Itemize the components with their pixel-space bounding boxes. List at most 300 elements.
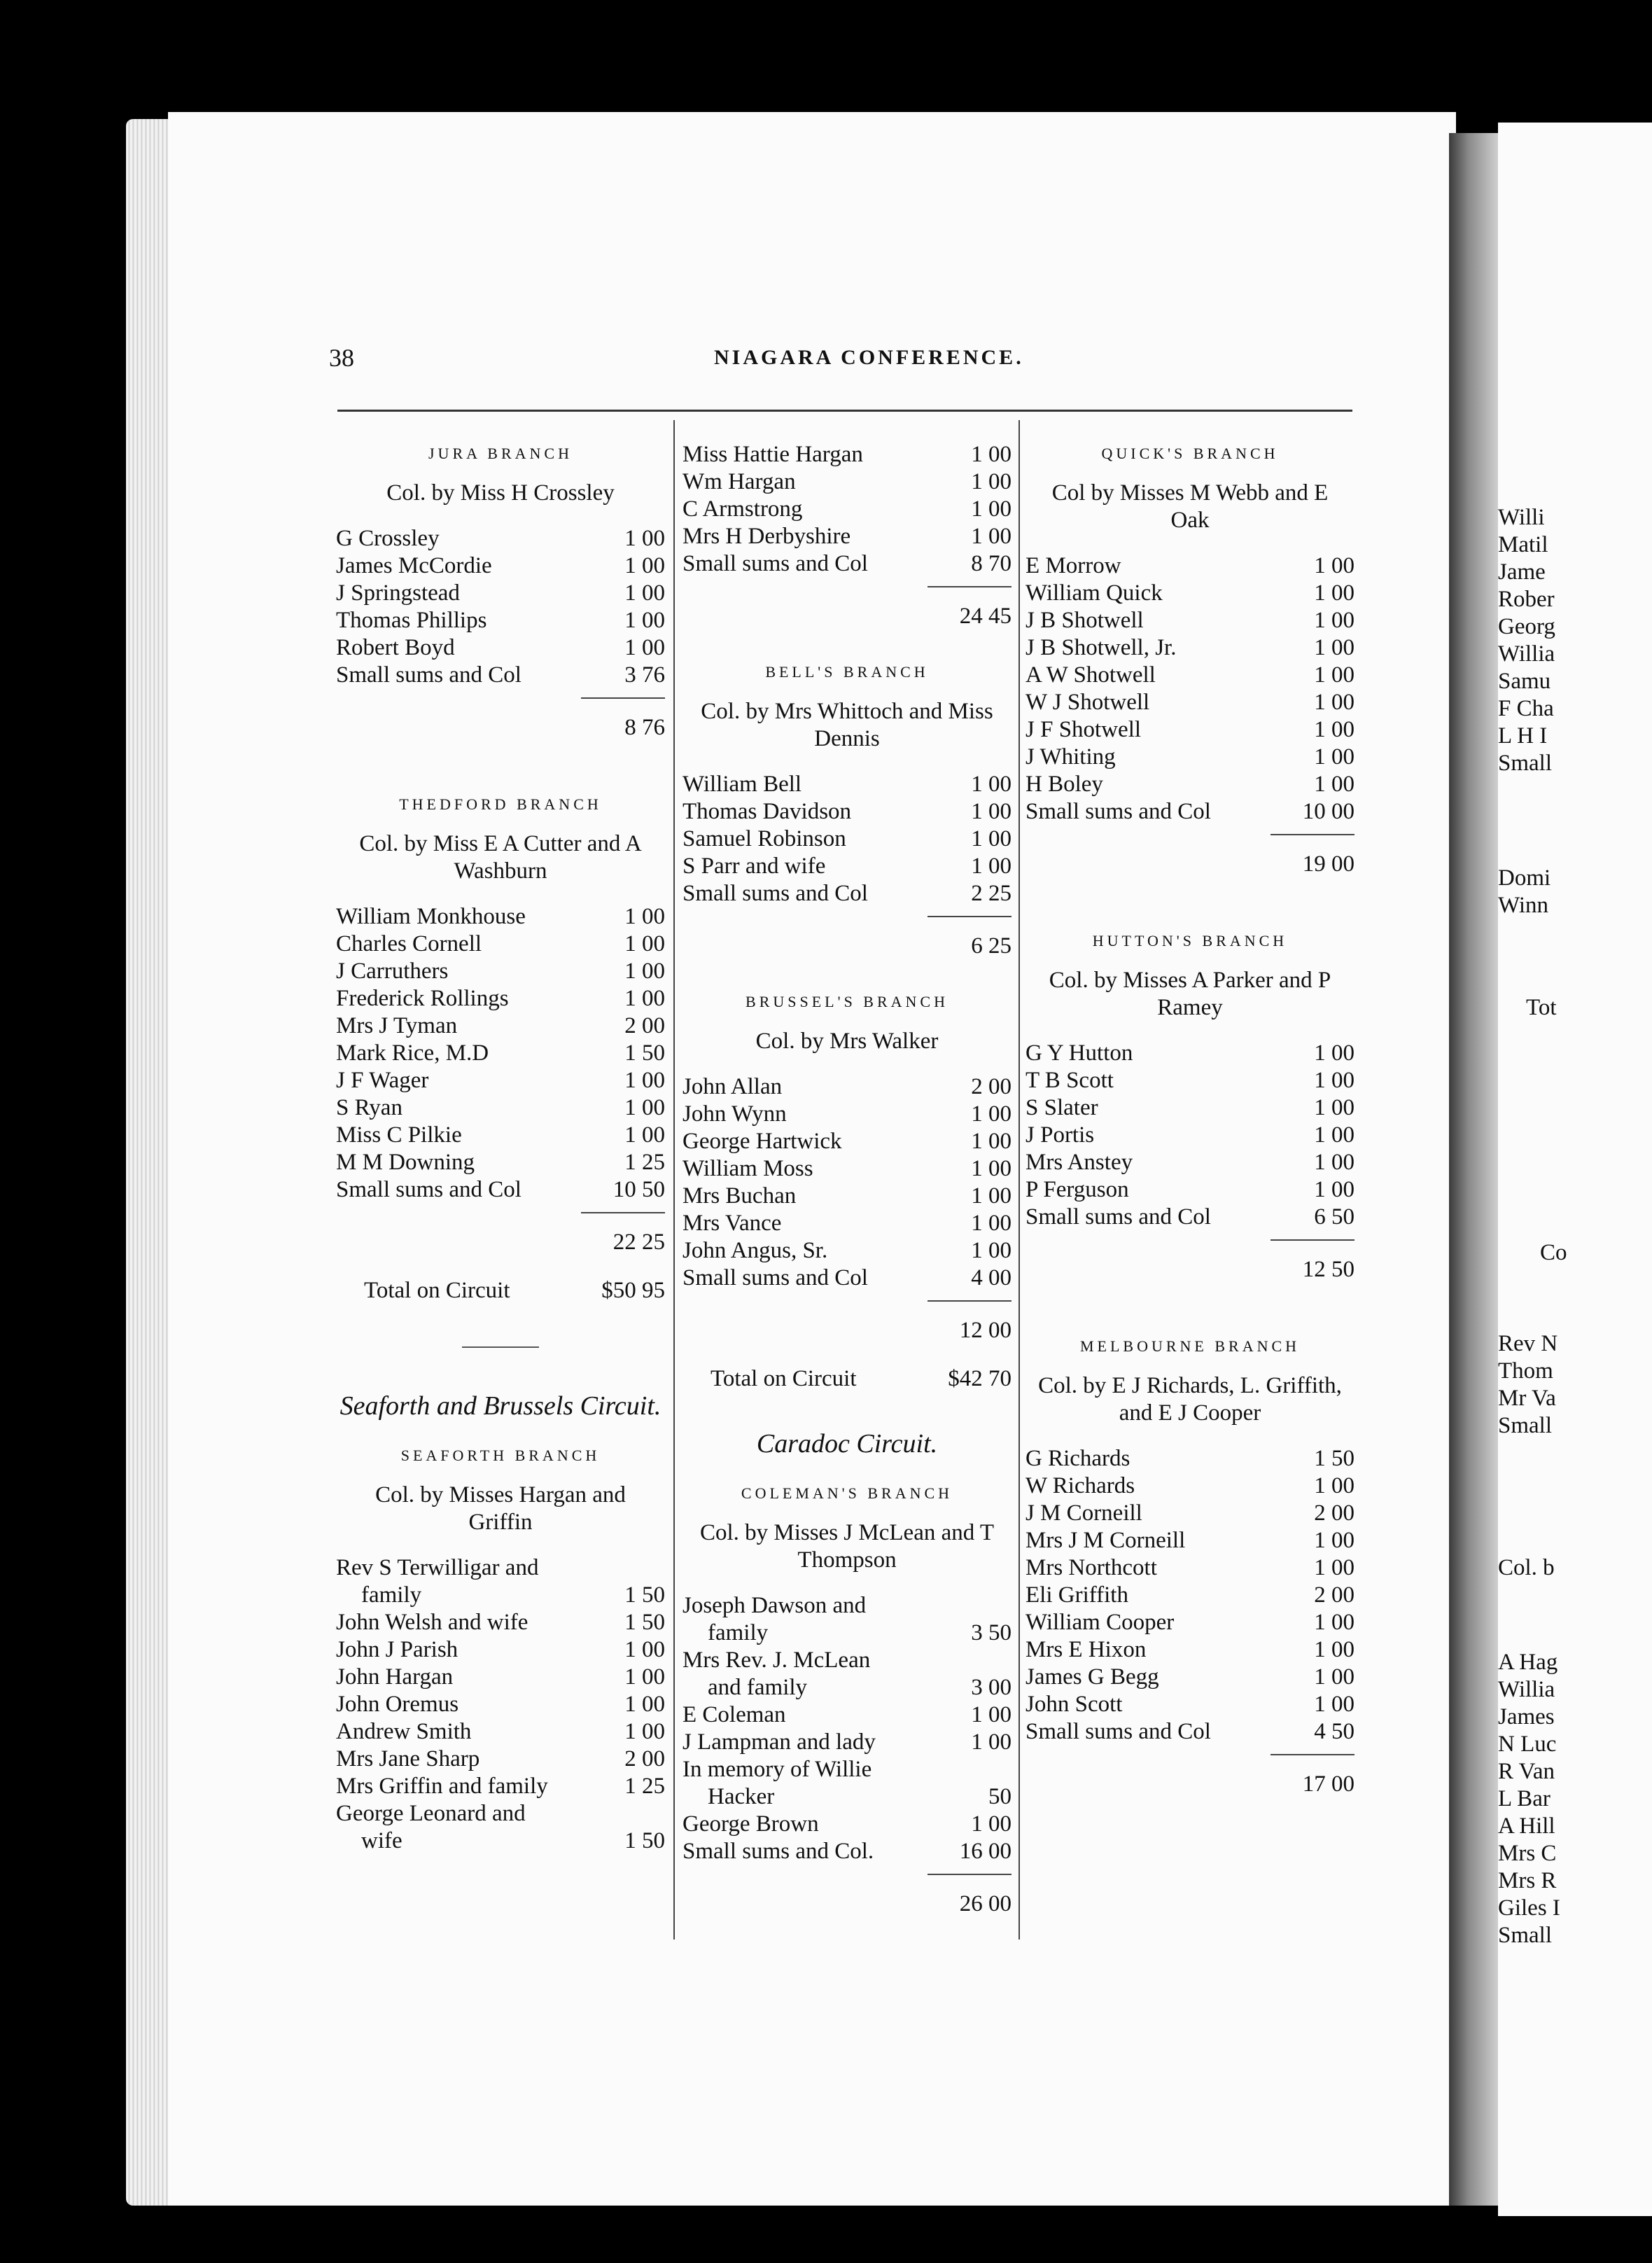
subtotal: 17 00 <box>1270 1754 1354 1798</box>
collector-line: Col. by Mrs Whittoch and Miss Dennis <box>701 699 993 751</box>
donor-row <box>336 1554 665 1582</box>
donor-amount: 1 00 <box>1314 1664 1354 1690</box>
donor-name: Joseph Dawson and <box>682 1593 867 1618</box>
donor-amount: 1 00 <box>971 469 1011 494</box>
donor-row <box>1026 580 1354 607</box>
donor-name: Mrs H Derbyshire <box>682 524 851 549</box>
seaforth-list <box>336 1554 665 1855</box>
donor-amount: 1 00 <box>971 1129 1011 1154</box>
donor-amount: 1 00 <box>624 1719 665 1744</box>
subtotal-row <box>682 916 1011 960</box>
donor-amount: 1 00 <box>1314 1637 1354 1662</box>
donor-amount: 1 00 <box>971 442 1011 467</box>
donor-name: Frederick Rollings <box>336 986 509 1011</box>
circuit-total-row <box>682 1365 1011 1393</box>
donor-name: James McCordie <box>336 553 492 578</box>
branch-title-bells: BELL'S BRANCH <box>765 663 929 681</box>
donor-name: P Ferguson <box>1026 1177 1129 1202</box>
donor-row <box>336 1609 665 1636</box>
subtotal: 8 76 <box>581 697 665 741</box>
donor-amount: 2 00 <box>624 1746 665 1771</box>
donor-amount: 1 00 <box>1314 1555 1354 1580</box>
donor-row <box>336 634 665 662</box>
donor-amount: 1 00 <box>1314 772 1354 797</box>
donor-amount: 1 00 <box>971 1101 1011 1127</box>
donor-row <box>336 1800 665 1827</box>
circuit-total-row <box>336 1277 665 1304</box>
donor-amount: 50 <box>988 1784 1011 1809</box>
donor-amount <box>943 1592 1011 1620</box>
donor-row <box>682 1183 1011 1210</box>
donor-amount: 1 00 <box>971 1238 1011 1263</box>
subtotal-row <box>682 1874 1011 1918</box>
column-divider-2 <box>1018 420 1020 1940</box>
donor-row <box>1026 1472 1354 1500</box>
donor-amount: 16 00 <box>959 1839 1011 1864</box>
donor-amount: 1 00 <box>1314 1177 1354 1202</box>
donor-amount: 1 00 <box>1314 1150 1354 1175</box>
donor-row <box>1026 744 1354 771</box>
donor-row <box>336 1040 665 1067</box>
quicks-list <box>1026 552 1354 826</box>
donor-row <box>1026 1582 1354 1609</box>
column-2 <box>682 441 1011 1918</box>
column-3 <box>1026 420 1354 1798</box>
collector-line: Col. by Misses A Parker and P Ramey <box>1049 968 1331 1020</box>
donor-name: W J Shotwell <box>1026 690 1150 715</box>
donor-row <box>336 1149 665 1176</box>
donor-row <box>682 1073 1011 1101</box>
donor-name: Wm Hargan <box>682 469 796 494</box>
circuit-title: Caradoc Circuit. <box>756 1429 938 1458</box>
running-head: NIAGARA CONFERENCE. <box>714 346 1024 369</box>
donor-row <box>682 1838 1011 1865</box>
donor-name: J B Shotwell, Jr. <box>1026 635 1177 660</box>
donor-row <box>336 985 665 1012</box>
donor-name: John J Parish <box>336 1637 458 1662</box>
donor-row <box>1026 1636 1354 1664</box>
branch-title-seaforth: SEAFORTH BRANCH <box>400 1447 601 1464</box>
donor-name: T B Scott <box>1026 1068 1114 1093</box>
donor-row <box>336 607 665 634</box>
donor-amount: 1 00 <box>1314 1692 1354 1717</box>
donor-row <box>1026 662 1354 689</box>
donor-amount: 1 00 <box>971 496 1011 522</box>
donor-name: W Richards <box>1026 1473 1135 1498</box>
donor-name: Mrs J Tyman <box>336 1013 458 1038</box>
donor-amount: 1 00 <box>624 1692 665 1717</box>
donor-amount: 1 00 <box>1314 553 1354 578</box>
subtotal: 26 00 <box>927 1874 1011 1918</box>
donor-name: Mrs E Hixon <box>1026 1637 1147 1662</box>
header-rule <box>337 410 1352 412</box>
donor-name: J Springstead <box>336 580 460 606</box>
donor-row <box>682 1701 1011 1729</box>
collector-line: Col by Misses M Webb and E Oak <box>1051 480 1329 533</box>
donor-amount: 1 00 <box>624 553 665 578</box>
donor-row <box>336 1718 665 1746</box>
donor-row <box>682 1756 1011 1783</box>
donor-row <box>682 1210 1011 1237</box>
donor-name: family <box>708 1620 769 1645</box>
donor-row <box>682 1729 1011 1756</box>
subtotal-row <box>682 586 1011 630</box>
donor-amount: 1 00 <box>624 580 665 606</box>
donor-row <box>1026 1204 1354 1231</box>
page-number: 38 <box>329 344 354 372</box>
donor-row <box>336 1094 665 1122</box>
donor-name: S Parr and wife <box>682 854 826 879</box>
branch-title-colemans: COLEMAN'S BRANCH <box>741 1484 953 1502</box>
total-amount: $50 95 <box>601 1278 665 1303</box>
donor-name: H Boley <box>1026 772 1103 797</box>
donor-name: Samuel Robinson <box>682 826 846 851</box>
donor-name: Andrew Smith <box>336 1719 472 1744</box>
total-amount: $42 70 <box>948 1366 1011 1391</box>
donor-amount: 1 00 <box>1314 717 1354 742</box>
donor-name: Small sums and Col <box>682 551 868 576</box>
donor-name: William Monkhouse <box>336 904 526 929</box>
donor-row <box>336 1827 665 1855</box>
donor-name: William Bell <box>682 772 802 797</box>
donor-row <box>336 580 665 607</box>
donor-amount: 10 50 <box>612 1177 665 1202</box>
donor-row <box>1026 716 1354 744</box>
circuit-title: Seaforth and Brussels Circuit. <box>340 1391 662 1421</box>
donor-name: M M Downing <box>336 1150 475 1175</box>
donor-name: Small sums and Col <box>682 1265 868 1290</box>
donor-name: G Y Hutton <box>1026 1040 1133 1066</box>
donor-row <box>682 441 1011 468</box>
donor-row <box>1026 1718 1354 1746</box>
subtotal-row <box>1026 1239 1354 1283</box>
donor-row <box>1026 1122 1354 1149</box>
donor-amount: 1 00 <box>1314 1610 1354 1635</box>
donor-name: Miss C Pilkie <box>336 1122 462 1148</box>
donor-row <box>336 931 665 958</box>
collector-line: Col. by Misses J McLean and T Thompson <box>699 1520 995 1573</box>
donor-name: William Moss <box>682 1156 813 1181</box>
donor-row <box>1026 798 1354 826</box>
donor-name: wife <box>361 1828 402 1853</box>
next-page-fragment <box>1498 123 1652 2216</box>
donor-row <box>682 1101 1011 1128</box>
next-page-lines-a: Willi Matil Jame Rober Georg Willia Samu F Cha L H I Small <box>1498 505 1555 776</box>
donor-amount <box>596 1800 665 1827</box>
donor-name: Small sums and Col <box>1026 1719 1211 1744</box>
donor-amount: 1 00 <box>971 1729 1011 1755</box>
donor-row <box>1026 1176 1354 1204</box>
huttons-list <box>1026 1040 1354 1231</box>
donor-amount: 1 25 <box>624 1150 665 1175</box>
column-divider-1 <box>673 420 675 1940</box>
donor-name: Small sums and Col <box>682 881 868 906</box>
donor-row <box>1026 1554 1354 1582</box>
donor-amount <box>943 1756 1011 1783</box>
donor-name: J Lampman and lady <box>682 1729 876 1755</box>
donor-amount: 8 70 <box>971 551 1011 576</box>
subtotal-row <box>336 1212 665 1256</box>
donor-name: Thomas Davidson <box>682 799 852 824</box>
donor-name: and family <box>708 1675 808 1700</box>
donor-amount: 1 00 <box>1314 635 1354 660</box>
donor-name: Hacker <box>708 1784 775 1809</box>
donor-amount: 1 00 <box>1314 690 1354 715</box>
donor-row <box>682 1592 1011 1620</box>
donor-name: Charles Cornell <box>336 931 482 956</box>
donor-name: John Welsh and wife <box>336 1610 528 1635</box>
donor-name: George Hartwick <box>682 1129 842 1154</box>
donor-name: John Oremus <box>336 1692 459 1717</box>
donor-amount: 1 00 <box>971 826 1011 851</box>
donor-row <box>336 1664 665 1691</box>
donor-amount: 1 00 <box>971 1702 1011 1727</box>
donor-name: E Coleman <box>682 1702 786 1727</box>
donor-name: G Richards <box>1026 1446 1130 1471</box>
donor-amount: 1 00 <box>624 1122 665 1148</box>
donor-amount: 10 00 <box>1302 799 1354 824</box>
donor-amount: 1 00 <box>971 1183 1011 1209</box>
continued-list <box>682 441 1011 578</box>
subtotal-row <box>1026 1754 1354 1798</box>
next-page-col: Co <box>1540 1240 1567 1265</box>
donor-name: J F Shotwell <box>1026 717 1142 742</box>
donor-name: Thomas Phillips <box>336 608 487 633</box>
donor-name: E Morrow <box>1026 553 1121 578</box>
donor-name: George Brown <box>682 1811 819 1837</box>
donor-amount: 4 50 <box>1314 1719 1354 1744</box>
donor-amount: 1 00 <box>624 1664 665 1690</box>
bells-list <box>682 771 1011 907</box>
donor-row <box>682 1237 1011 1265</box>
donor-amount: 1 00 <box>624 1068 665 1093</box>
donor-row <box>1026 1500 1354 1527</box>
donor-row <box>336 1582 665 1609</box>
donor-amount: 1 00 <box>971 772 1011 797</box>
total-label: Total on Circuit <box>364 1278 510 1303</box>
donor-amount: 2 00 <box>971 1074 1011 1099</box>
donor-amount: 6 50 <box>1314 1204 1354 1230</box>
donor-name: James G Begg <box>1026 1664 1159 1690</box>
donor-name: Small sums and Col <box>1026 799 1211 824</box>
donor-name: A W Shotwell <box>1026 662 1156 688</box>
donor-amount: 1 00 <box>971 524 1011 549</box>
donor-name: George Leonard and <box>336 1801 526 1826</box>
donor-row <box>1026 1691 1354 1718</box>
donor-amount: 1 00 <box>971 1811 1011 1837</box>
section-separator <box>462 1346 539 1348</box>
donor-row <box>682 1811 1011 1838</box>
column-1 <box>336 420 665 1855</box>
subtotal: 22 25 <box>581 1212 665 1256</box>
next-page-total: Tot <box>1526 995 1557 1020</box>
donor-row <box>682 826 1011 853</box>
donor-row <box>1026 689 1354 716</box>
melbourne-list <box>1026 1445 1354 1746</box>
donor-name: Mrs Rev. J. McLean <box>682 1648 871 1673</box>
donor-amount: 1 00 <box>1314 1040 1354 1066</box>
donor-name: Mrs Jane Sharp <box>336 1746 480 1771</box>
donor-amount: 1 00 <box>1314 1068 1354 1093</box>
donor-amount: 3 50 <box>971 1620 1011 1645</box>
donor-amount: 1 00 <box>624 904 665 929</box>
donor-row <box>336 1691 665 1718</box>
donor-name: Mrs Buchan <box>682 1183 797 1209</box>
collector-line: Col. by Miss H Crossley <box>386 480 615 506</box>
donor-amount: 1 00 <box>1314 1122 1354 1148</box>
donor-row <box>336 1176 665 1204</box>
donor-amount: 3 76 <box>624 662 665 688</box>
donor-amount: 1 50 <box>1314 1446 1354 1471</box>
donor-row <box>682 1265 1011 1292</box>
donor-amount: 1 00 <box>1314 1528 1354 1553</box>
page-header <box>329 336 1358 378</box>
donor-row <box>1026 552 1354 580</box>
donor-amount: 1 00 <box>971 854 1011 879</box>
donor-name: William Cooper <box>1026 1610 1175 1635</box>
donor-row <box>336 552 665 580</box>
donor-row <box>1026 1067 1354 1094</box>
donor-row <box>682 523 1011 550</box>
donor-amount: 1 00 <box>624 635 665 660</box>
donor-amount <box>596 1554 665 1582</box>
next-page-lines-b: Domi Winn <box>1498 865 1551 918</box>
donor-row <box>336 525 665 552</box>
donor-amount: 1 00 <box>624 1637 665 1662</box>
donor-name: Small sums and Col <box>336 1177 522 1202</box>
branch-title-melbourne: MELBOURNE BRANCH <box>1079 1337 1301 1355</box>
donor-amount: 1 50 <box>624 1828 665 1853</box>
donor-amount: 1 50 <box>624 1040 665 1066</box>
donor-amount: 3 00 <box>971 1675 1011 1700</box>
subtotal: 19 00 <box>1270 834 1354 878</box>
donor-row <box>682 496 1011 523</box>
donor-name: Rev S Terwilligar and <box>336 1555 539 1580</box>
donor-row <box>1026 1527 1354 1554</box>
donor-name: J M Corneill <box>1026 1500 1142 1526</box>
donor-amount: 1 00 <box>1314 1473 1354 1498</box>
collector-line: Col. by Miss E A Cutter and A Washburn <box>359 831 642 884</box>
subtotal: 12 50 <box>1270 1239 1354 1283</box>
donor-name: John Angus, Sr. <box>682 1238 828 1263</box>
branch-title-brussels: BRUSSEL'S BRANCH <box>746 993 948 1010</box>
donor-row <box>336 1773 665 1800</box>
donor-name: Mrs Anstey <box>1026 1150 1133 1175</box>
donor-row <box>1026 1149 1354 1176</box>
donor-amount: 1 50 <box>624 1610 665 1635</box>
donor-amount: 1 00 <box>624 986 665 1011</box>
donor-name: Small sums and Col <box>336 662 522 688</box>
donor-amount: 1 50 <box>624 1582 665 1608</box>
collector-line: Col. by Mrs Walker <box>755 1029 939 1054</box>
donor-amount: 1 00 <box>971 799 1011 824</box>
donor-row <box>1026 1664 1354 1691</box>
donor-amount: 1 00 <box>1314 662 1354 688</box>
donor-row <box>682 798 1011 826</box>
donor-row <box>682 1647 1011 1674</box>
donor-name: Robert Boyd <box>336 635 455 660</box>
donor-amount: 1 00 <box>624 526 665 551</box>
donor-name: Mrs Vance <box>682 1211 782 1236</box>
donor-amount: 1 00 <box>624 608 665 633</box>
donor-row <box>682 1155 1011 1183</box>
donor-amount: 1 00 <box>1314 580 1354 606</box>
donor-row <box>682 1674 1011 1701</box>
donor-row <box>682 880 1011 907</box>
donor-name: John Allan <box>682 1074 783 1099</box>
donor-name: John Hargan <box>336 1664 454 1690</box>
donor-amount: 2 00 <box>1314 1500 1354 1526</box>
subtotal: 12 00 <box>927 1300 1011 1344</box>
donor-amount: 2 00 <box>624 1013 665 1038</box>
donor-row <box>682 771 1011 798</box>
subtotal-row <box>336 697 665 741</box>
donor-amount: 4 00 <box>971 1265 1011 1290</box>
donor-name: Miss Hattie Hargan <box>682 442 863 467</box>
donor-name: S Slater <box>1026 1095 1098 1120</box>
donor-name: John Scott <box>1026 1692 1123 1717</box>
donor-name: Small sums and Col <box>1026 1204 1211 1230</box>
donor-row <box>336 958 665 985</box>
brussels-list <box>682 1073 1011 1292</box>
donor-name: Mrs Griffin and family <box>336 1774 548 1799</box>
donor-row <box>336 1636 665 1664</box>
donor-name: J F Wager <box>336 1068 429 1093</box>
donor-row <box>336 903 665 931</box>
donor-row <box>336 1122 665 1149</box>
subtotal: 6 25 <box>927 916 1011 960</box>
donor-row <box>682 468 1011 496</box>
branch-title-huttons: HUTTON'S BRANCH <box>1092 932 1288 949</box>
subtotal-row <box>1026 834 1354 878</box>
branch-title-thedford: THEDFORD BRANCH <box>399 795 602 813</box>
donor-row <box>336 1746 665 1773</box>
donor-amount: 1 00 <box>1314 608 1354 633</box>
donor-name: J Carruthers <box>336 959 449 984</box>
donor-name: Eli Griffith <box>1026 1582 1128 1608</box>
donor-amount: 1 00 <box>624 1095 665 1120</box>
jura-list <box>336 525 665 689</box>
donor-name: Mark Rice, M.D <box>336 1040 489 1066</box>
donor-name: William Quick <box>1026 580 1163 606</box>
donor-row <box>1026 1609 1354 1636</box>
donor-name: S Ryan <box>336 1095 402 1120</box>
donor-row <box>336 1067 665 1094</box>
donor-row <box>336 1012 665 1040</box>
book-gutter <box>1449 133 1498 2206</box>
donor-row <box>1026 607 1354 634</box>
donor-amount: 2 00 <box>1314 1582 1354 1608</box>
donor-amount: 2 25 <box>971 881 1011 906</box>
donor-name: J Whiting <box>1026 744 1116 770</box>
branch-title-quicks: QUICK'S BRANCH <box>1101 445 1279 462</box>
colemans-list <box>682 1592 1011 1865</box>
donor-name: family <box>361 1582 422 1608</box>
donor-row <box>682 1128 1011 1155</box>
donor-amount: 1 00 <box>624 959 665 984</box>
donor-name: G Crossley <box>336 526 440 551</box>
donor-name: Mrs J M Corneill <box>1026 1528 1186 1553</box>
donor-row <box>682 550 1011 578</box>
donor-amount: 1 25 <box>624 1774 665 1799</box>
donor-row <box>336 662 665 689</box>
donor-name: J B Shotwell <box>1026 608 1144 633</box>
donor-row <box>1026 634 1354 662</box>
collector-line: Col. by E J Richards, L. Griffith, and E J Cooper <box>1038 1373 1342 1426</box>
next-page-colb: Col. b <box>1498 1555 1555 1580</box>
donor-row <box>1026 771 1354 798</box>
donor-name: John Wynn <box>682 1101 787 1127</box>
